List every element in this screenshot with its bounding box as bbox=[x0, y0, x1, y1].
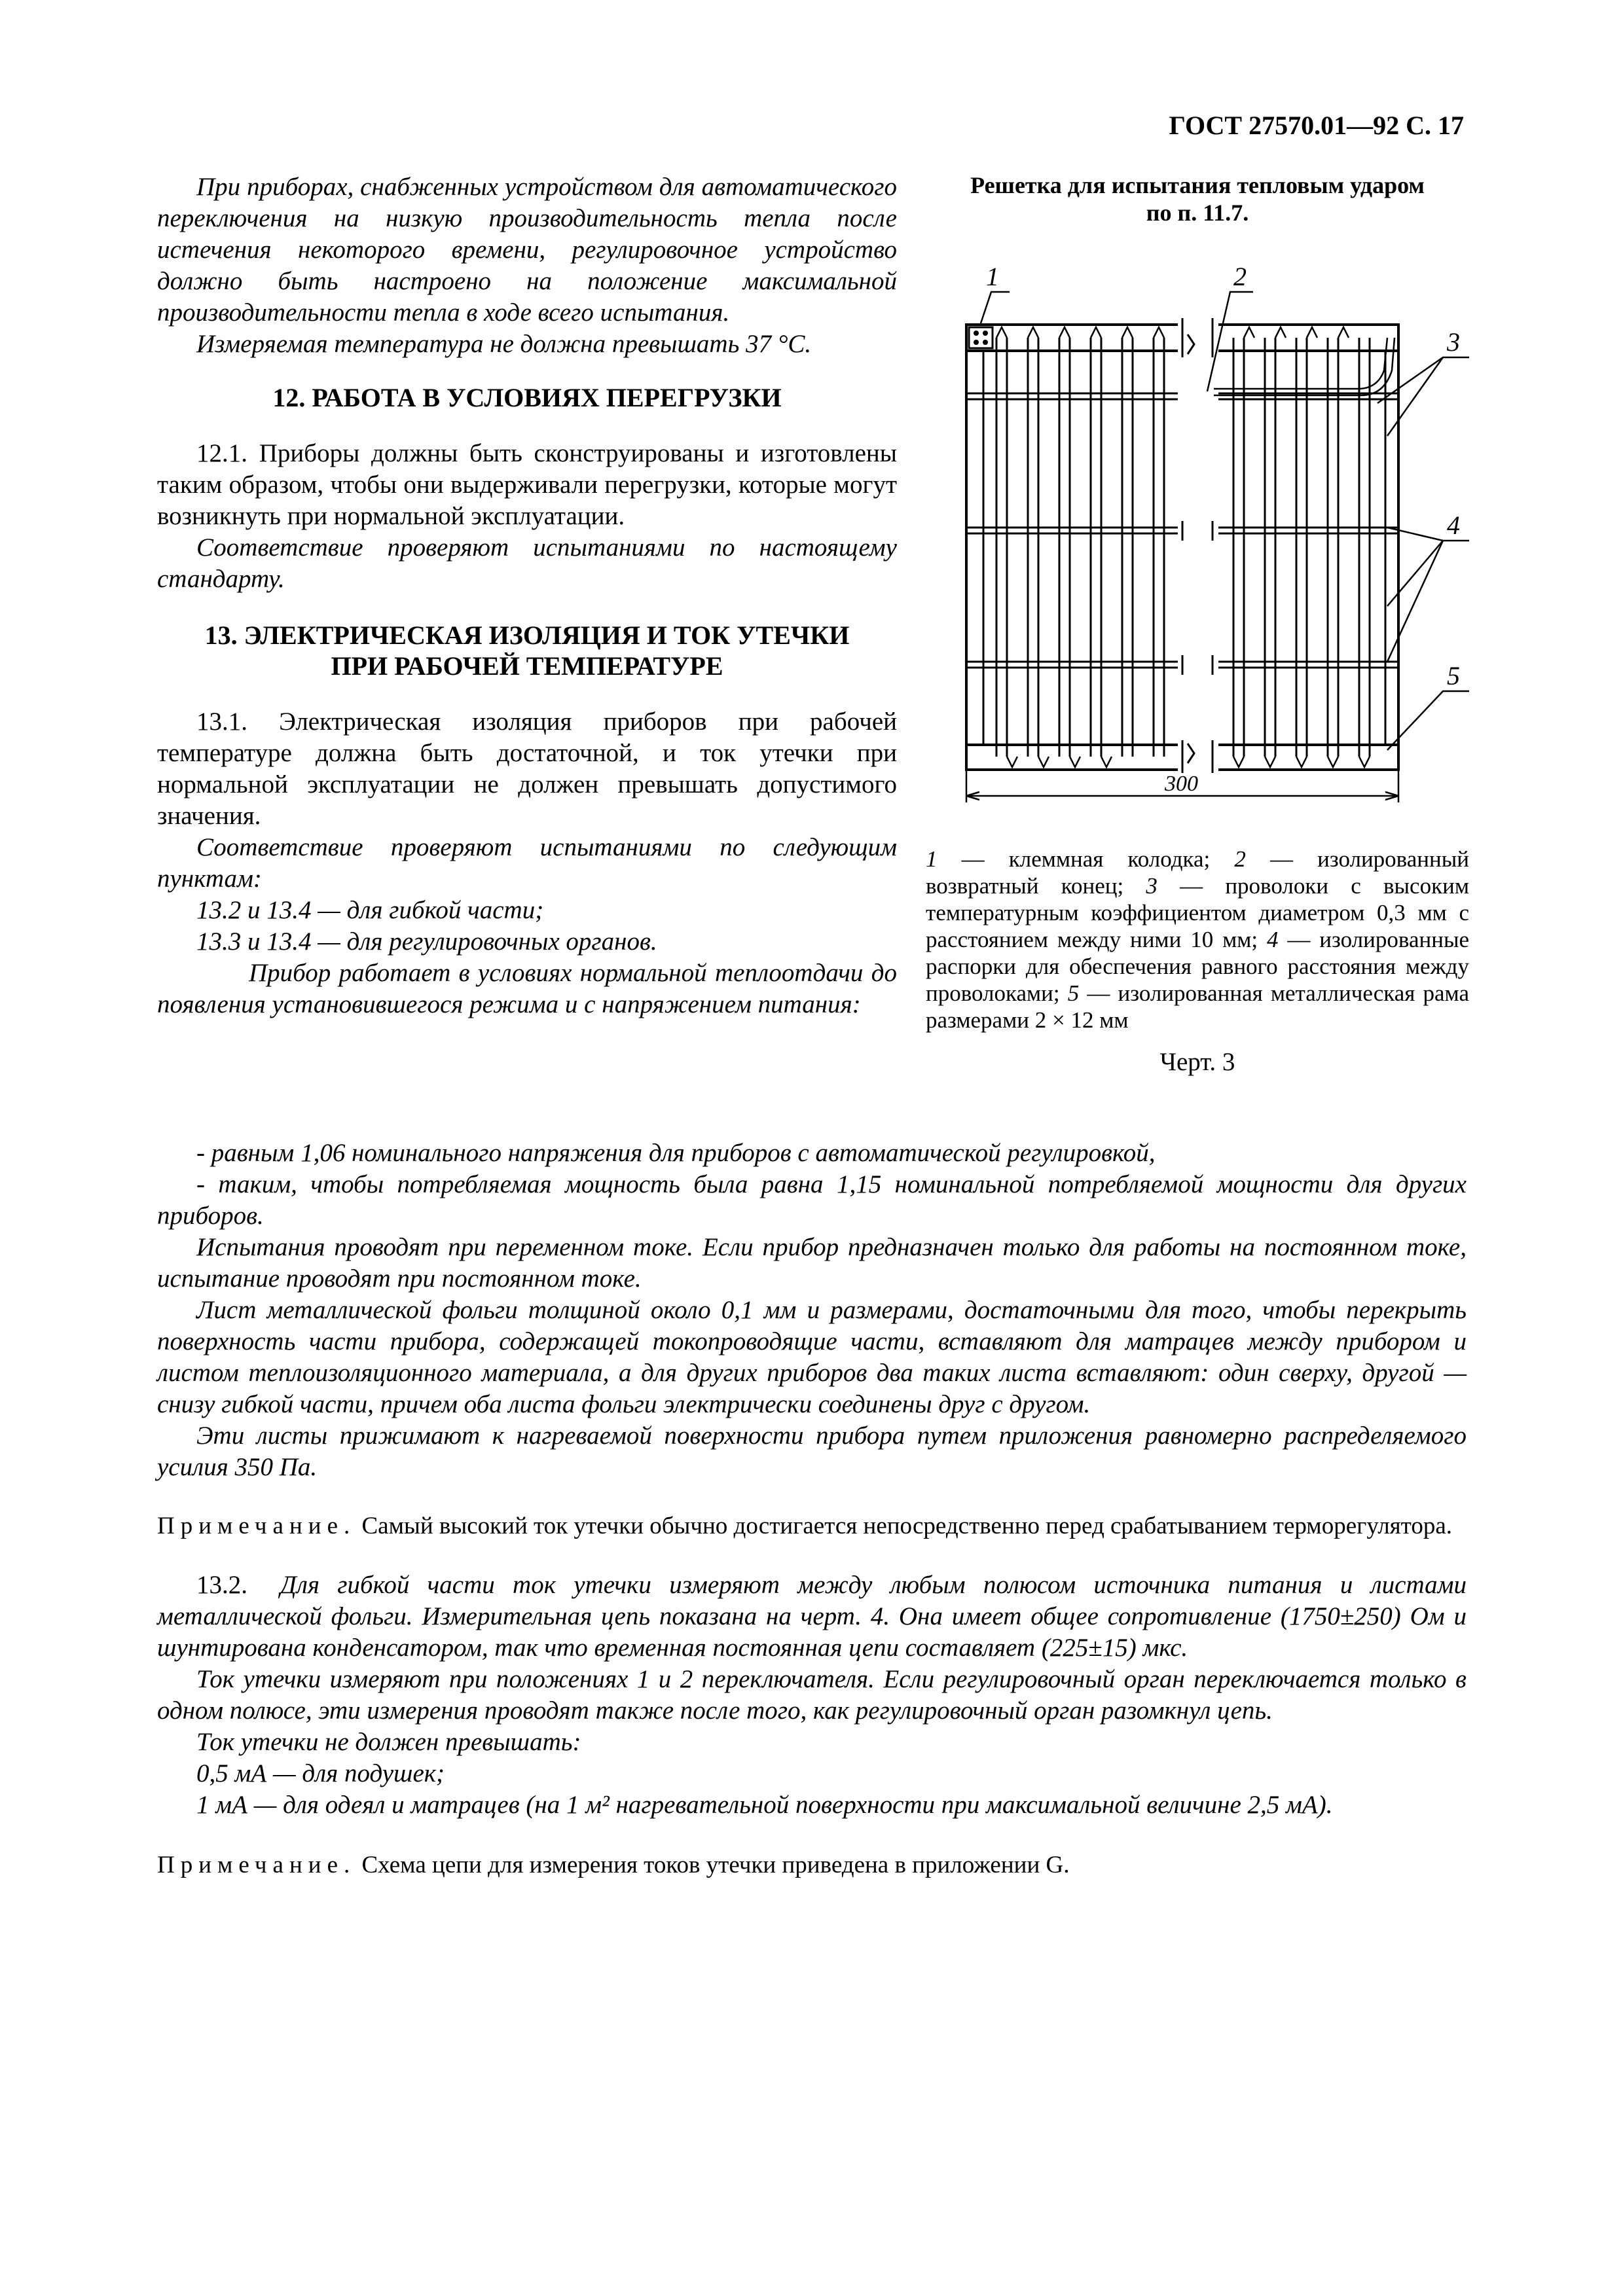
note-2: Примечание. Схема цепи для измерения токов утечки приведена в приложении G. bbox=[157, 1852, 1070, 1878]
label-3: 3 bbox=[1447, 327, 1460, 357]
left-column bbox=[157, 171, 897, 1020]
section-heading-13-line2: ПРИ РАБОЧЕЙ ТЕМПЕРАТУРЕ bbox=[331, 651, 723, 681]
grid-drawing bbox=[926, 240, 1469, 842]
paragraph-limit: Ток утечки не должен превышать: bbox=[196, 1728, 581, 1756]
full-width-text bbox=[157, 1138, 1467, 1881]
bullet-1: - равным 1,06 номинального напряжения для приборов с автоматической регулировкой, bbox=[196, 1139, 1156, 1167]
paragraph-regulating-organs: 13.3 и 13.4 — для регулировочных органов. bbox=[196, 927, 657, 956]
paragraph-flexible-part: 13.2 и 13.4 — для гибкой части; bbox=[196, 896, 544, 924]
limit-blankets: 1 мА — для одеял и матрацев (на 1 м² нагревательной поверхности при максимальной величине 2,5 мА). bbox=[196, 1791, 1333, 1819]
paragraph-13-1: 13.1. Электрическая изоляция приборов при рабочей температуре должна быть достаточной, и ток утечки при нормальной эксплуатации не должен превышать допустимого значения. bbox=[157, 708, 897, 830]
paragraph-12-1: 12.1. Приборы должны быть сконструированы и изготовлены таким образом, чтобы они выдерживали перегрузки, которые могут возникнуть при нормальной эксплуатации. bbox=[157, 439, 897, 530]
paragraph-foil: Лист металлической фольги толщиной около 0,1 мм и размерами, достаточными для того, чтобы перекрыть поверхность части прибора, содержащей токопроводящие части, вставляют для матрацев между прибором и листом теплоизоляционного материала, а для других приборов два таких листа вставляют: один сверху, другой — снизу гибкой части, причем оба листа фольги электрически соединены друг с другом. bbox=[157, 1296, 1467, 1418]
label-2: 2 bbox=[1233, 262, 1247, 291]
label-4: 4 bbox=[1447, 511, 1460, 540]
paragraph-temperature: Измеряемая температура не должна превышать 37 °С. bbox=[196, 330, 812, 358]
note-1: Примечание. Самый высокий ток утечки обычно достигается непосредственно перед срабатыванием терморегулятора. bbox=[157, 1513, 1453, 1539]
paragraph-compliance-13: Соответствие проверяют испытаниями по следующим пунктам: bbox=[157, 833, 897, 893]
paragraph-leakage-positions: Ток утечки измеряют при положениях 1 и 2 переключателя. Если регулировочный орган переключается только в одном полюсе, эти измерения проводят также после того, как регулировочный орган разомкнул цепь. bbox=[157, 1665, 1467, 1725]
page-header: ГОСТ 27570.01—92 С. 17 bbox=[1169, 111, 1464, 140]
section-heading-13 bbox=[157, 620, 897, 681]
wires-right bbox=[1233, 338, 1370, 757]
wires-left bbox=[996, 338, 1164, 757]
paragraph-13-2: 13.2. Для гибкой части ток утечки измеряют между любым полюсом источника питания и листами металлической фольги. Измерительная цепь показана на черт. 4. Она имеет общее сопротивление (1750±250) Ом и шунтирована конденсатором, так что временная постоянная цепи составляет (225±15) мкс. bbox=[157, 1571, 1467, 1662]
section-heading-13-line1: 13. ЭЛЕКТРИЧЕСКАЯ ИЗОЛЯЦИЯ И ТОК УТЕЧКИ bbox=[204, 620, 850, 650]
figure-title-line2: по п. 11.7. bbox=[1146, 200, 1249, 226]
label-5: 5 bbox=[1447, 661, 1460, 691]
figure-caption: 1 — клеммная колодка; 2 — изолированный возвратный конец; 3 — проволоки с высоким температурным коэффициентом диаметром 0,3 мм с расстоянием между ними 10 мм; 4 — изолированные распорки для обеспечения равного расстояния между проволоками; 5 — изолированная металлическая рама размерами 2 × 12 мм bbox=[926, 846, 1469, 1033]
paragraph-compliance-12: Соответствие проверяют испытаниями по настоящему стандарту. bbox=[157, 533, 897, 593]
figure-title-line1: Решетка для испытания тепловым ударом bbox=[970, 172, 1425, 198]
label-1: 1 bbox=[986, 262, 999, 291]
section-heading-12: 12. РАБОТА В УСЛОВИЯХ ПЕРЕГРУЗКИ bbox=[272, 383, 782, 412]
dimension-300: 300 bbox=[1165, 772, 1198, 796]
paragraph-pressure: Эти листы прижимают к нагреваемой поверхности прибора путем приложения равномерно распределяемого усилия 350 Па. bbox=[157, 1422, 1467, 1481]
figure-label: Черт. 3 bbox=[1159, 1048, 1235, 1076]
bullet-2: - таким, чтобы потребляемая мощность была равна 1,15 номинальной потребляемой мощности для других приборов. bbox=[157, 1170, 1467, 1230]
limit-pillows: 0,5 мА — для подушек; bbox=[196, 1759, 445, 1787]
leaders bbox=[981, 292, 1469, 750]
paragraph-ac-test: Испытания проводят при переменном токе. Если прибор предназначен только для работы на постоянном токе, испытание проводят при постоянном токе. bbox=[157, 1233, 1467, 1293]
figure-block bbox=[926, 171, 1469, 1078]
paragraph-auto-switch: При приборах, снабженных устройством для автоматического переключения на низкую производительность тепла после истечения некоторого времени, регулировочное устройство должно быть настроено на положение максимальной производительности тепла в ходе всего испытания. bbox=[157, 173, 897, 327]
terminal-block bbox=[969, 327, 993, 348]
return-end bbox=[1214, 338, 1395, 395]
paragraph-operation: Прибор работает в условиях нормальной теплоотдачи до появления установившегося режима и с напряжением питания: bbox=[157, 959, 897, 1018]
